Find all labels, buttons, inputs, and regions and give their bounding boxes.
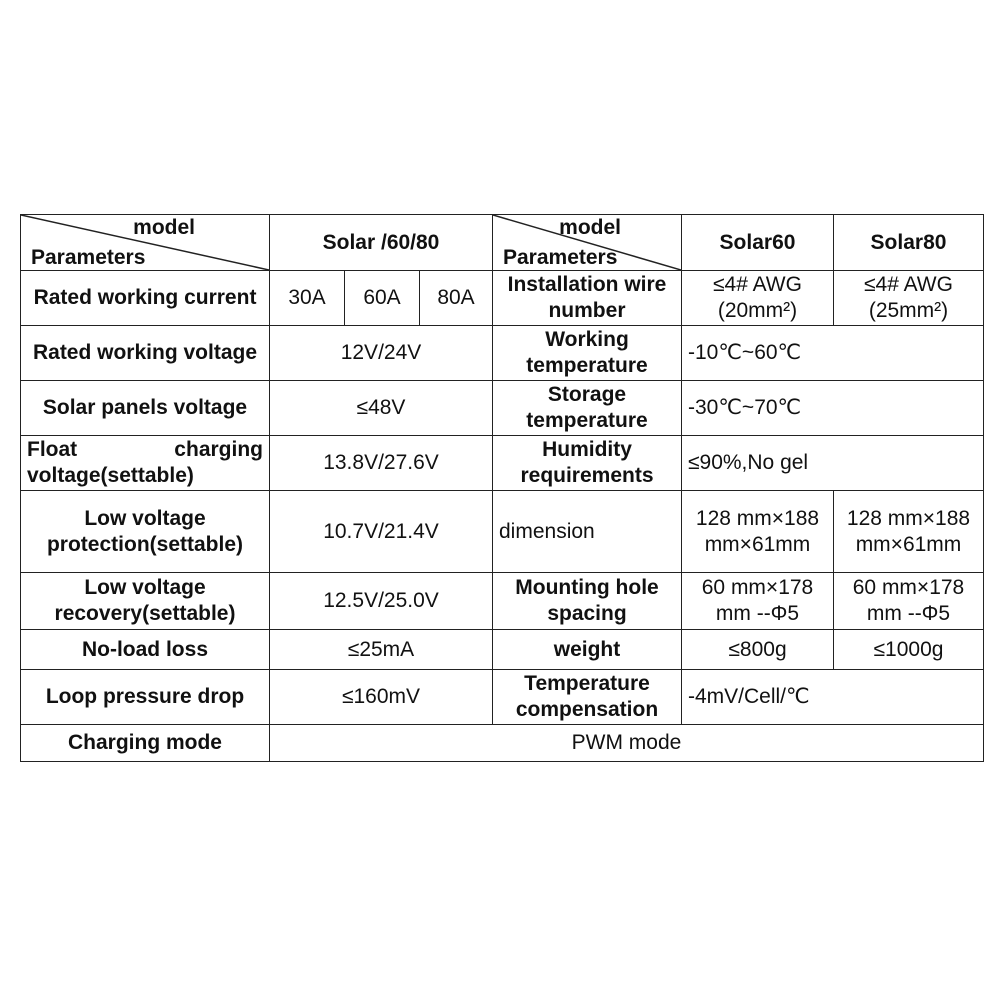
param-value: -30℃~70℃ — [682, 381, 984, 436]
param-value: 30A — [270, 271, 345, 326]
param-label: Rated working current — [21, 271, 270, 326]
param-label: weight — [493, 630, 682, 670]
corner-model-label: model — [559, 216, 621, 239]
param-label: No-load loss — [21, 630, 270, 670]
param-label: Temperature compensation — [493, 670, 682, 725]
param-label: Low voltage protection(settable) — [21, 491, 270, 573]
param-value: ≤800g — [682, 630, 834, 670]
param-value: ≤1000g — [834, 630, 984, 670]
table-row — [21, 725, 984, 762]
param-value: 12V/24V — [270, 326, 493, 381]
param-label: Loop pressure drop — [21, 670, 270, 725]
header-row — [21, 215, 984, 271]
param-value: 60 mm×178 mm --Φ5 — [834, 573, 984, 630]
param-value: ≤90%,No gel — [682, 436, 984, 491]
left-model-header: Solar /60/80 — [270, 215, 493, 271]
param-value: ≤160mV — [270, 670, 493, 725]
table-row — [21, 436, 984, 491]
param-label: Installation wire number — [493, 271, 682, 326]
param-label: dimension — [493, 491, 682, 573]
table-row — [21, 491, 984, 573]
param-value: 60 mm×178 mm --Φ5 — [682, 573, 834, 630]
param-value: ≤4# AWG (20mm²) — [682, 271, 834, 326]
right-corner-header — [493, 215, 682, 271]
param-label: Charging mode — [21, 725, 270, 762]
param-label: Storage temperature — [493, 381, 682, 436]
table-row — [21, 670, 984, 725]
param-value: ≤48V — [270, 381, 493, 436]
param-value: 13.8V/27.6V — [270, 436, 493, 491]
param-label: Low voltage recovery(settable) — [21, 573, 270, 630]
table-row — [21, 573, 984, 630]
spec-table — [20, 214, 984, 762]
param-value: ≤25mA — [270, 630, 493, 670]
table-row — [21, 271, 984, 326]
param-label: Float charging voltage(settable) — [21, 436, 270, 491]
param-value: 12.5V/25.0V — [270, 573, 493, 630]
param-label: Humidity requirements — [493, 436, 682, 491]
param-value: 10.7V/21.4V — [270, 491, 493, 573]
corner-parameters-label: Parameters — [31, 246, 146, 269]
model-header-solar80: Solar80 — [834, 215, 984, 271]
param-value: 128 mm×188 mm×61mm — [682, 491, 834, 573]
table-row — [21, 326, 984, 381]
param-value: 60A — [345, 271, 420, 326]
param-value: 80A — [420, 271, 493, 326]
param-value: -10℃~60℃ — [682, 326, 984, 381]
model-header-solar60: Solar60 — [682, 215, 834, 271]
param-label: Solar panels voltage — [21, 381, 270, 436]
param-value: PWM mode — [270, 725, 984, 762]
table-row — [21, 630, 984, 670]
param-value: 128 mm×188 mm×61mm — [834, 491, 984, 573]
left-corner-header — [21, 215, 270, 271]
corner-parameters-label: Parameters — [503, 246, 618, 269]
table-row — [21, 381, 984, 436]
param-label: Rated working voltage — [21, 326, 270, 381]
param-label: Mounting hole spacing — [493, 573, 682, 630]
corner-model-label: model — [133, 216, 195, 239]
param-value: ≤4# AWG (25mm²) — [834, 271, 984, 326]
param-label: Working temperature — [493, 326, 682, 381]
param-value: -4mV/Cell/℃ — [682, 670, 984, 725]
